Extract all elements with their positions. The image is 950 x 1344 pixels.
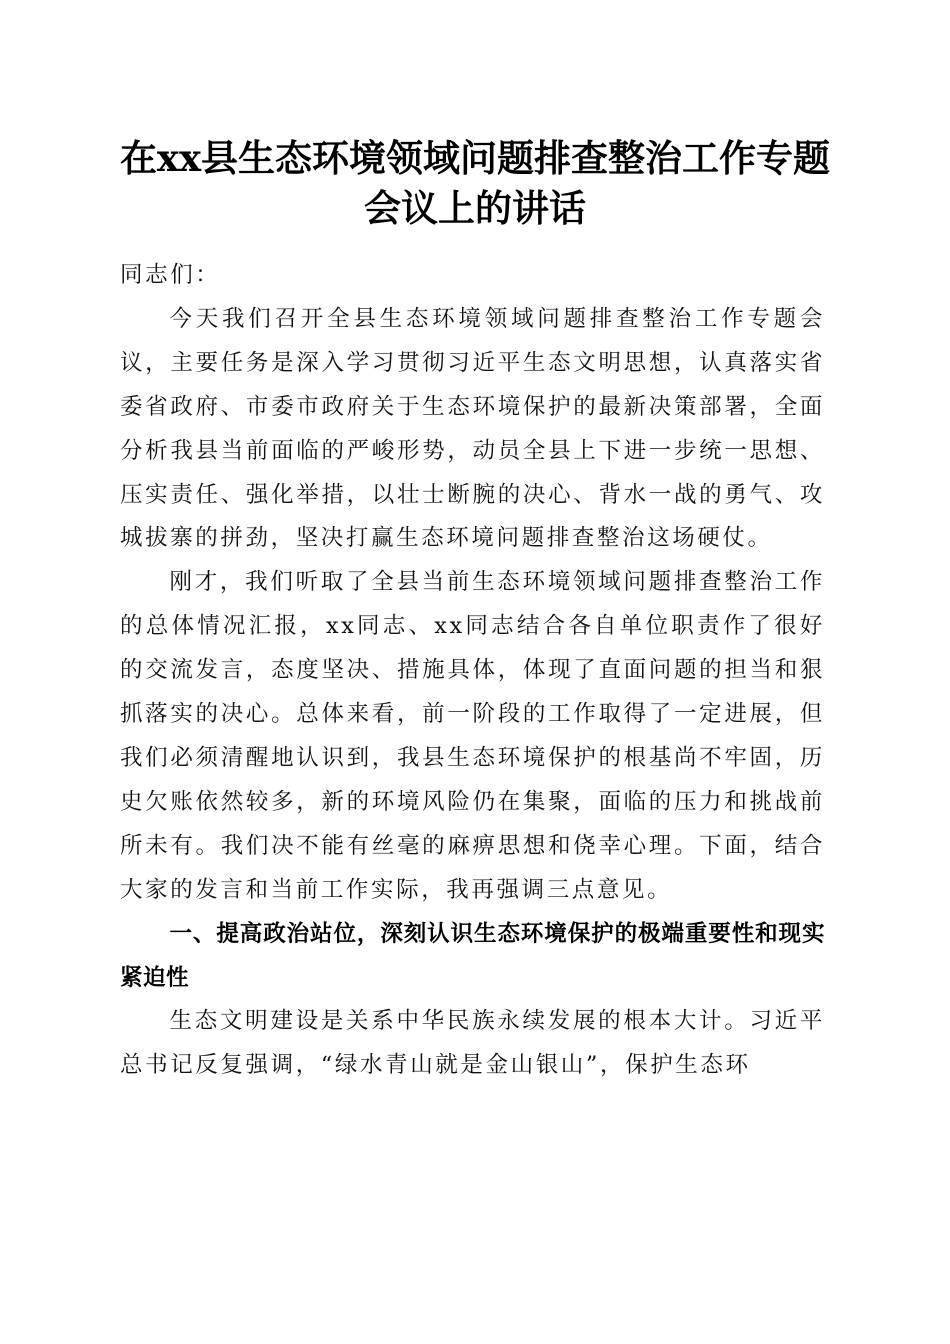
document-title-line-1: 在xx县生态环境领域问题排查整治工作专题 [119,136,831,180]
section-heading-1: 一、提高政治站位，深刻认识生态环境保护的极端重要性和现实紧迫性 [120,920,825,991]
salutation: 同志们： [120,262,221,288]
paragraph-opening: 今天我们召开全县生态环境领域问题排查整治工作专题会议，主要任务是深入学习贯彻习近平生态文明思想，认真落实省委省政府、市委市政府关于生态环境保护的最新决策部署，全面分析我县当前面临的严峻形势，动员全县上下进一步统一思想、压实责任、强化举措，以壮士断腕的决心、背水一战的勇气、攻城拔寨的拼劲，坚决打赢生态环境问题排查整治这场硬仗。 [120,305,825,552]
document-body [120,254,825,1088]
document-title-line-2: 会议上的讲话 [364,186,586,230]
paragraph-summary: 刚才，我们听取了全县当前生态环境领域问题排查整治工作的总体情况汇报，xx同志、xx同志结合各自单位职责作了很好的交流发言，态度坚决、措施具体，体现了直面问题的担当和狠抓落实的决心。总体来看，前一阶段的工作取得了一定进展，但我们必须清醒地认识到，我县生态环境保护的根基尚不牢固，历史欠账依然较多，新的环境风险仍在集聚，面临的压力和挑战前所未有。我们决不能有丝毫的麻痹思想和侥幸心理。下面，结合大家的发言和当前工作实际，我再强调三点意见。 [120,569,825,903]
paragraph-section-1: 生态文明建设是关系中华民族永续发展的根本大计。习近平总书记反复强调，“绿水青山就是金山银山”，保护生态环 [120,1008,825,1079]
